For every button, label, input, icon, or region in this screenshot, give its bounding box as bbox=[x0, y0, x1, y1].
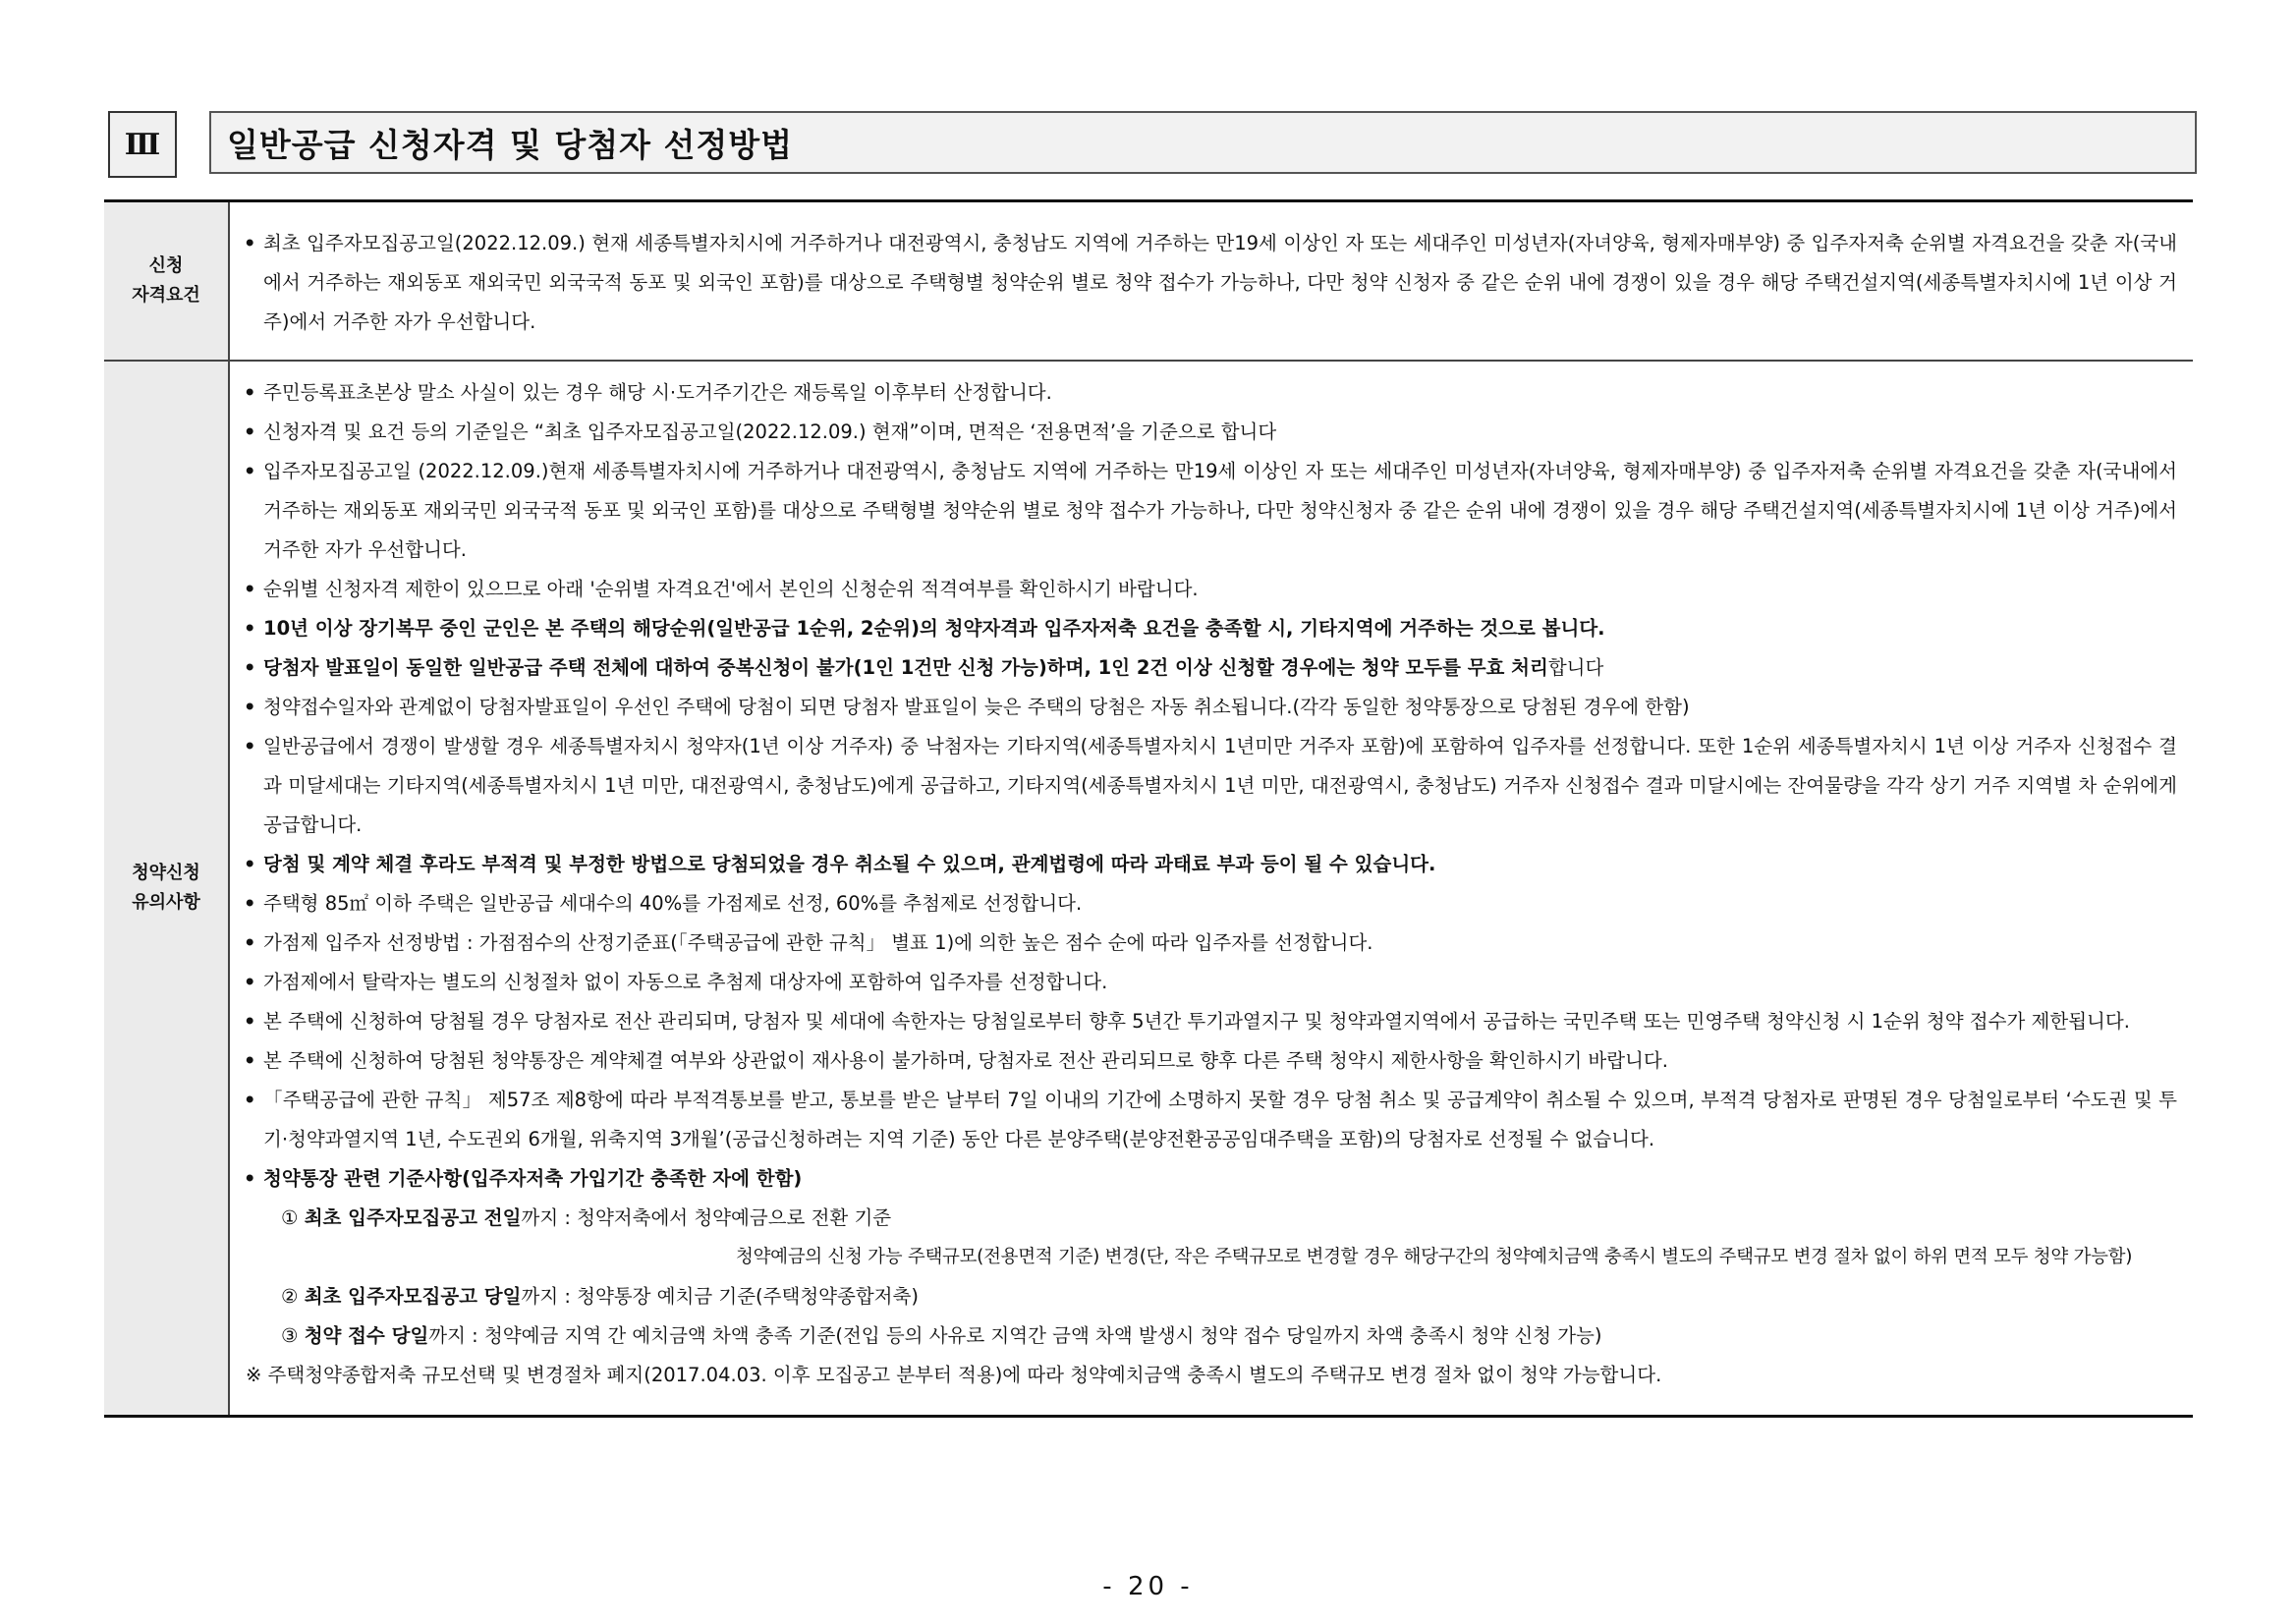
bullet-item-bold: • 청약통장 관련 기준사항(입주자저축 가입기간 충족한 자에 한함) bbox=[242, 1159, 2177, 1199]
bullet-item: • 가점제 입주자 선정방법 : 가점점수의 산정기준표(「주택공급에 관한 규칙」 별표 1)에 의한 높은 점수 순에 따라 입주자를 선정합니다. bbox=[242, 924, 2177, 963]
bullet-item-bold: • 당첨 및 계약 체결 후라도 부적격 및 부정한 방법으로 당첨되었을 경우 취소될 수 있으며, 관계법령에 따라 과태료 부과 등이 될 수 있습니다. bbox=[242, 845, 2177, 884]
bullet-item: • 일반공급에서 경쟁이 발생할 경우 세종특별자치시 청약자(1년 이상 거주자) 중 낙첨자는 기타지역(세종특별자치시 1년미만 거주자 포함)에 포함하여 입주자를 선정합니다. 또한 1순위 세종특별자치시 1년 이상 거주자 신청접수 결과 미달세대는 기타지역(세종특별자치시 1년 미만, 대전광역시, 충청남도)에게 공급하고, 기타지역(세종특별자치시 1년 미만, 대전광역시, 충청남도) 거주자 신청접수 결과 미달시에는 잔여물량을 각각 상기 거주 지역별 차 순위에게 공급합니다. bbox=[242, 727, 2177, 845]
label-line: 청약신청 bbox=[132, 863, 200, 883]
sub-text: 까지 : 청약예금 지역 간 예치금액 차액 충족 기준(전입 등의 사유로 지역간 금액 차액 발생시 청약 접수 당일까지 차액 충족시 청약 신청 가능) bbox=[428, 1324, 1602, 1347]
bullet-item: • 순위별 신청자격 제한이 있으므로 아래 '순위별 자격요건'에서 본인의 신청순위 적격여부를 확인하시기 바랍니다. bbox=[242, 570, 2177, 609]
bullet-item-bold: • 10년 이상 장기복무 중인 군인은 본 주택의 해당순위(일반공급 1순위, 2순위)의 청약자격과 입주자저축 요건을 충족할 시, 기타지역에 거주하는 것으로 봅니다. bbox=[242, 609, 2177, 648]
sub-item bbox=[242, 1199, 2177, 1238]
bullet-item: • 「주택공급에 관한 규칙」 제57조 제8항에 따라 부적격통보를 받고, 통보를 받은 날부터 7일 이내의 기간에 소명하지 못할 경우 당첨 취소 및 공급계약이 취소될 수 있으며, 부적격 당첨자로 판명된 경우 당첨일로부터 ‘수도권 및 투기·청약과열지역 1년, 수도권외 6개월, 위축지역 3개월’(공급신청하려는 지역 기준) 동안 다른 분양주택(분양전환공공임대주택을 포함)의 당첨자로 선정될 수 없습니다. bbox=[242, 1081, 2177, 1159]
row-body-precautions bbox=[230, 362, 2193, 1415]
sub-continuation: 청약예금의 신청 가능 주택규모(전용면적 기준) 변경(단, 작은 주택규모로 변경할 경우 해당구간의 청약예치금액 충족시 별도의 주택규모 변경 절차 없이 하위 면적 모두 청약 가능함) bbox=[736, 1247, 2133, 1267]
sub-lead: 최초 입주자모집공고 당일 bbox=[304, 1285, 522, 1308]
page-number: - 20 - bbox=[1102, 1572, 1194, 1601]
sub-item bbox=[242, 1316, 2177, 1356]
sub-text: 까지 : 청약통장 예치금 기준(주택청약종합저축) bbox=[521, 1285, 919, 1308]
sub-lead: 최초 입주자모집공고 전일 bbox=[304, 1206, 522, 1229]
bold-text: 당첨자 발표일이 동일한 일반공급 주택 전체에 대하여 중복신청이 불가(1인 1건만 신청 가능)하며, 1인 2건 이상 신청할 경우에는 청약 모두를 무효 처리 bbox=[263, 656, 1548, 679]
label-line: 자격요건 bbox=[132, 285, 200, 306]
section-number: Ⅲ bbox=[108, 111, 177, 178]
row-label-precautions bbox=[104, 362, 230, 1415]
bullet-item: • 신청자격 및 요건 등의 기준일은 “최초 입주자모집공고일(2022.12.09.) 현재”이며, 면적은 ‘전용면적’을 기준으로 합니다 bbox=[242, 413, 2177, 452]
tail-text: 합니다 bbox=[1547, 656, 1604, 679]
bullet-item: • 입주자모집공고일 (2022.12.09.)현재 세종특별자치시에 거주하거나 대전광역시, 충청남도 지역에 거주하는 만19세 이상인 자 또는 세대주인 미성년자(자녀양육, 형제자매부양) 중 입주자저축 순위별 자격요건을 갖춘 자(국내에서 거주하는 재외동포 재외국민 외국국적 동포 및 외국인 포함)를 대상으로 주택형별 청약순위 별로 청약 접수가 가능하나, 다만 청약신청자 중 같은 순위 내에 경쟁이 있을 경우 해당 주택건설지역(세종특별자치시에 1년 이상 거주)에서 거주한 자가 우선합니다. bbox=[242, 452, 2177, 570]
row-label-eligibility bbox=[104, 202, 230, 360]
section-header bbox=[108, 111, 2201, 176]
bullet-item: • 본 주택에 신청하여 당첨된 청약통장은 계약체결 여부와 상관없이 재사용이 불가하며, 당첨자로 전산 관리되므로 향후 다른 주택 청약시 제한사항을 확인하시기 바랍니다. bbox=[242, 1041, 2177, 1081]
sub-number: ① bbox=[281, 1206, 299, 1229]
label-line: 신청 bbox=[148, 255, 184, 276]
sub-item bbox=[242, 1277, 2177, 1316]
content-table bbox=[104, 199, 2193, 1418]
bullet-item: • 청약접수일자와 관계없이 당첨자발표일이 우선인 주택에 당첨이 되면 당첨자 발표일이 늦은 주택의 당첨은 자동 취소됩니다.(각각 동일한 청약통장으로 당첨된 경우에 한함) bbox=[242, 688, 2177, 727]
bullet-item: • 주민등록표초본상 말소 사실이 있는 경우 해당 시·도거주기간은 재등록일 이후부터 산정합니다. bbox=[242, 373, 2177, 413]
note: ※ 주택청약종합저축 규모선택 및 변경절차 폐지(2017.04.03. 이후 모집공고 분부터 적용)에 따라 청약예치금액 충족시 별도의 주택규모 변경 절차 없이 청약 가능합니다. bbox=[246, 1364, 1662, 1386]
sub-number: ② bbox=[281, 1285, 299, 1308]
row-eligibility bbox=[104, 202, 2193, 360]
sub-text: 까지 : 청약저축에서 청약예금으로 전환 기준 bbox=[521, 1206, 892, 1229]
row-precautions bbox=[104, 360, 2193, 1415]
row-body-eligibility bbox=[230, 202, 2193, 360]
bullet-item-mixed bbox=[242, 648, 2177, 688]
bullet-item: • 가점제에서 탈락자는 별도의 신청절차 없이 자동으로 추첨제 대상자에 포함하여 입주자를 선정합니다. bbox=[242, 963, 2177, 1002]
sub-lead: 청약 접수 당일 bbox=[304, 1324, 429, 1347]
bullet-item: • 최초 입주자모집공고일(2022.12.09.) 현재 세종특별자치시에 거주하거나 대전광역시, 충청남도 지역에 거주하는 만19세 이상인 자 또는 세대주인 미성년자(자녀양육, 형제자매부양) 중 입주자저축 순위별 자격요건을 갖춘 자(국내에서 거주하는 재외동포 재외국민 외국국적 동포 및 외국인 포함)를 대상으로 주택형별 청약순위 별로 청약 접수가 가능하나, 다만 청약 신청자 중 같은 순위 내에 경쟁이 있을 경우 해당 주택건설지역(세종특별자치시에 1년 이상 거주)에서 거주한 자가 우선합니다. bbox=[242, 224, 2177, 342]
label-line: 유의사항 bbox=[132, 892, 200, 913]
bullet-item: • 본 주택에 신청하여 당첨될 경우 당첨자로 전산 관리되며, 당첨자 및 세대에 속한자는 당첨일로부터 향후 5년간 투기과열지구 및 청약과열지역에서 공급하는 국민주택 또는 민영주택 청약신청 시 1순위 청약 접수가 제한됩니다. bbox=[242, 1002, 2177, 1041]
section-title: 일반공급 신청자격 및 당첨자 선정방법 bbox=[209, 111, 2197, 174]
bullet-item: • 주택형 85㎡ 이하 주택은 일반공급 세대수의 40%를 가점제로 선정, 60%를 추첨제로 선정합니다. bbox=[242, 884, 2177, 924]
sub-number: ③ bbox=[281, 1324, 299, 1347]
